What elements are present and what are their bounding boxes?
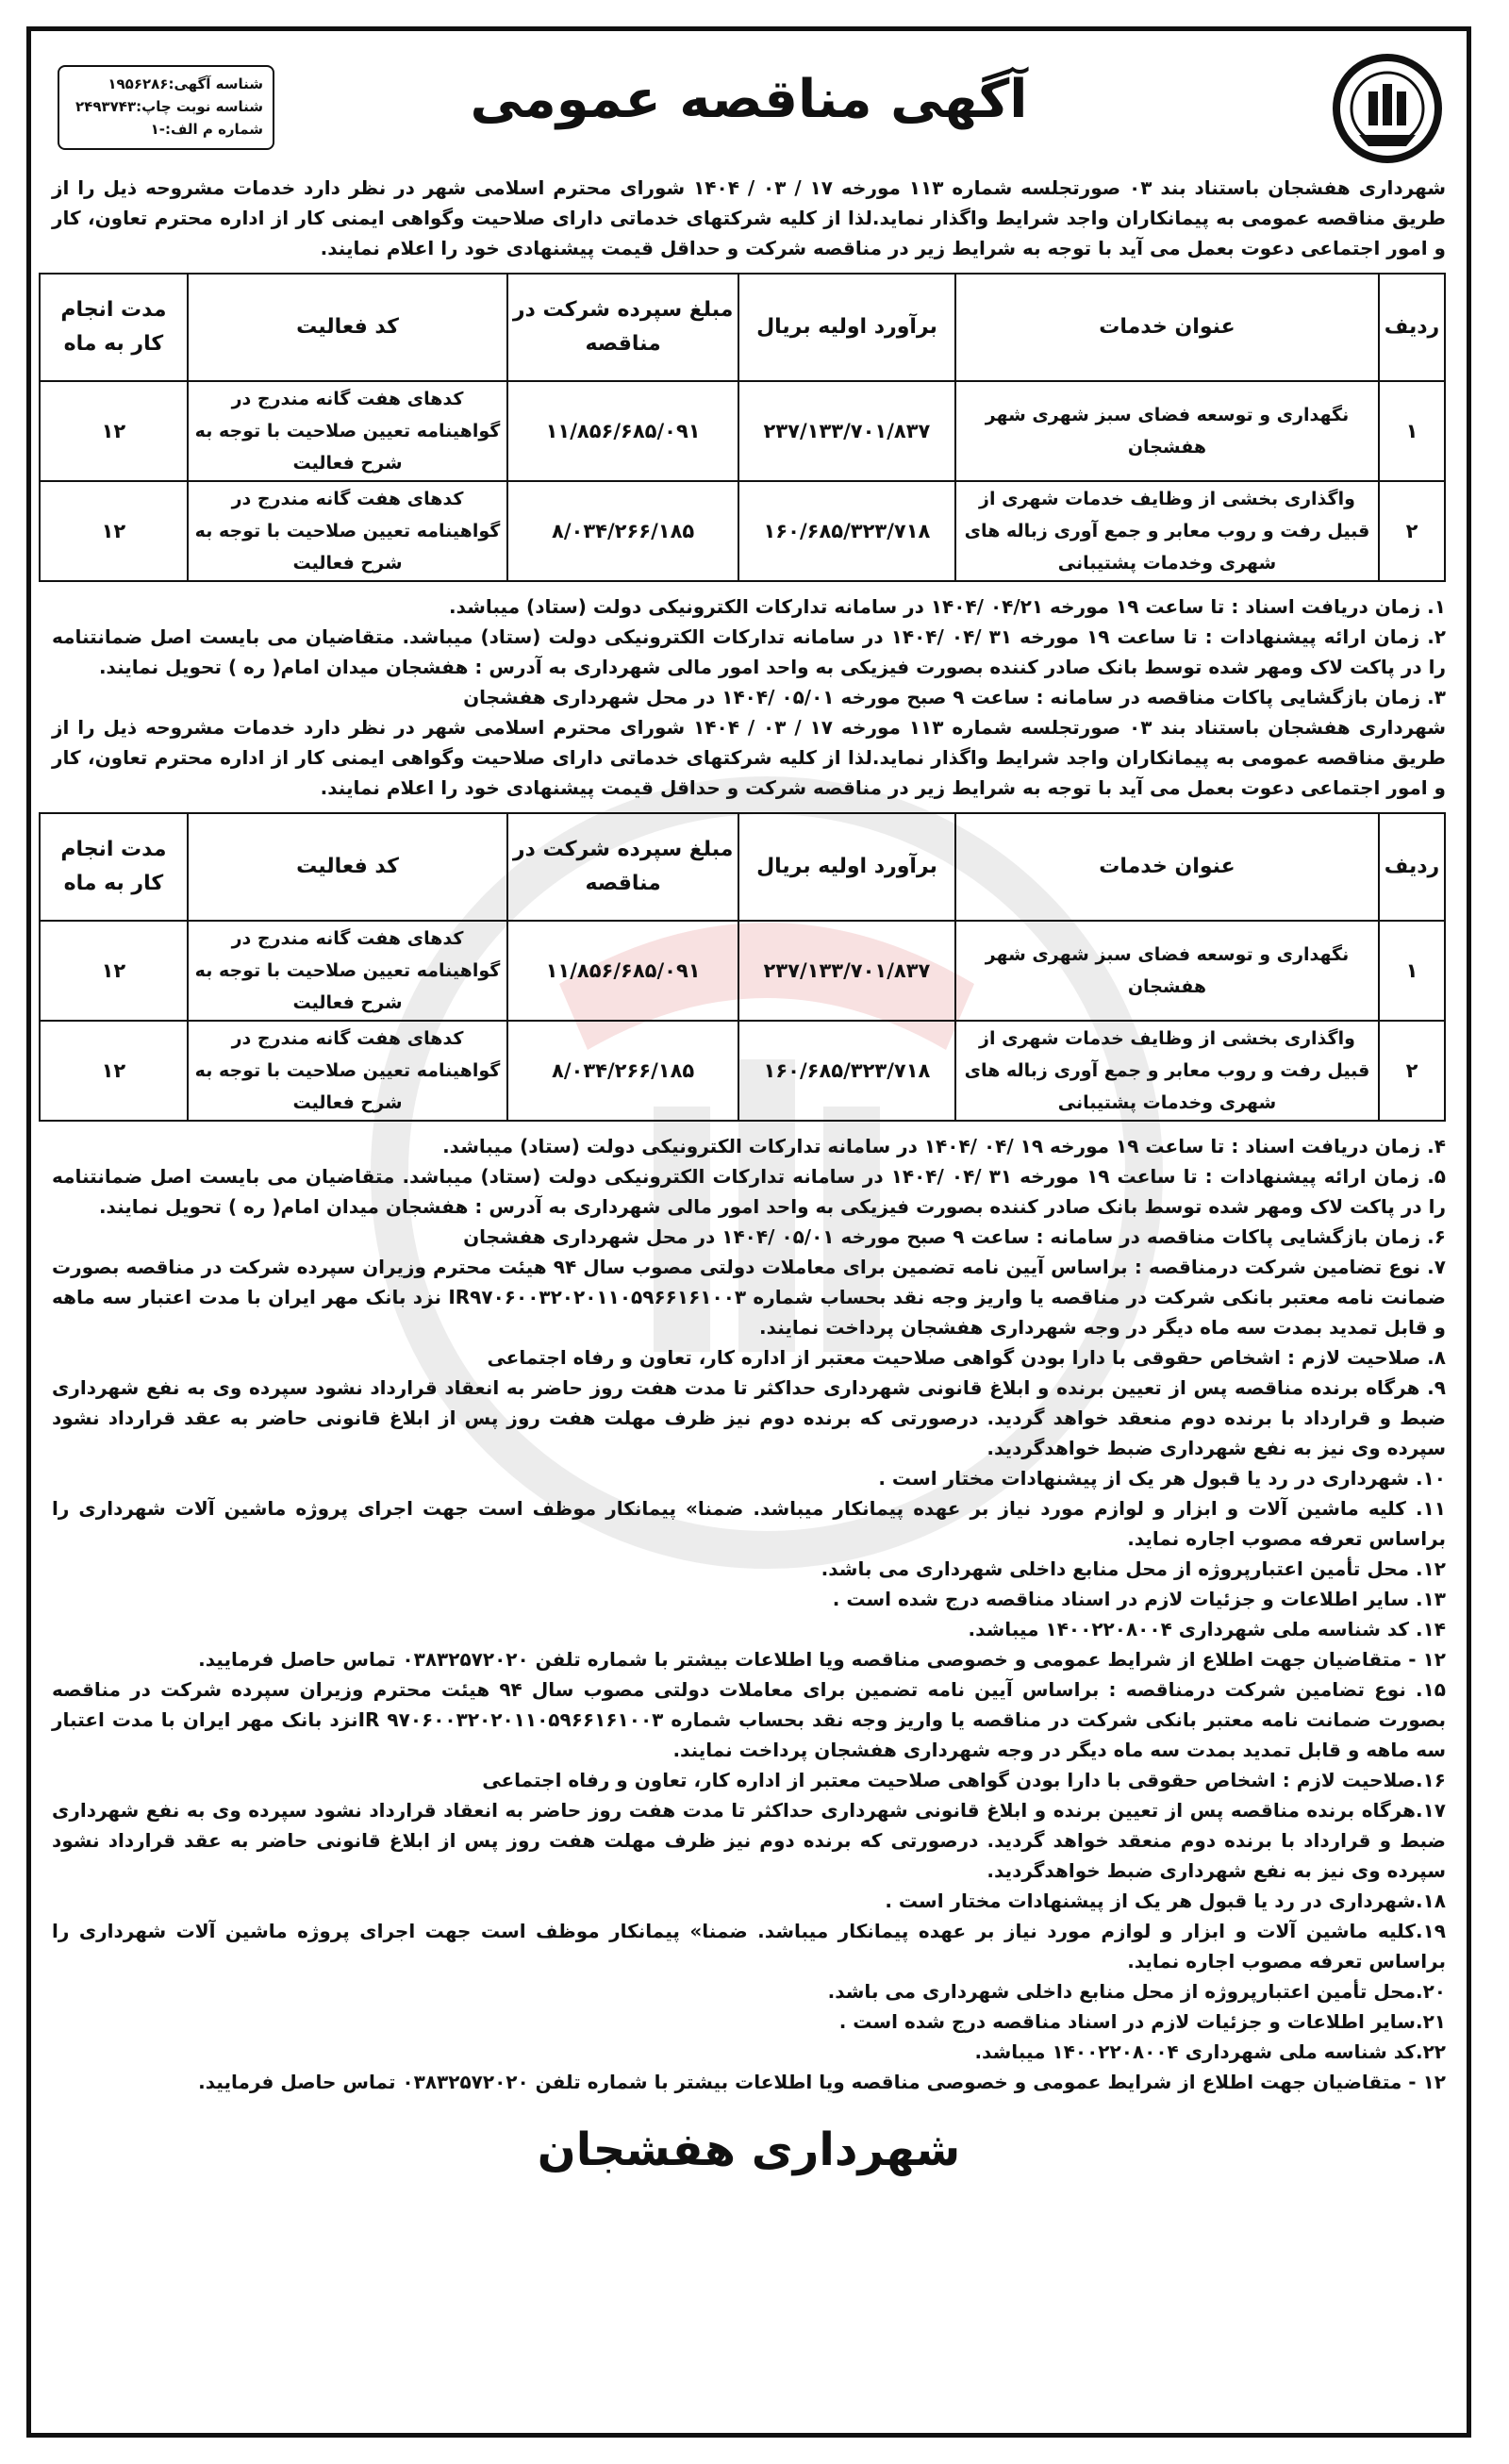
list-item: ۹. هرگاه برنده مناقصه پس از تعیین برنده و ابلاغ قانونی شهرداری حداکثر تا مدت هفت روز حاضر به انعقاد قرارداد نشود سپرده وی به نفع شهرداری ضبط و قرارداد با برنده دوم منعقد خواهد گردید. درصورتی که برنده دوم نیز ظرف مهلت هفت روز پس از ابلاغ قانونی حاضر به عقد قرارداد نشود سپرده وی نیز به نفع شهرداری ضبط خواهدگردید.: [52, 1376, 1446, 1459]
table-row: [40, 381, 1445, 481]
col-service: عنوان خدمات: [955, 274, 1379, 381]
cell-activity: کدهای هفت گانه مندرج در گواهینامه تعیین صلاحیت با توجه به شرح فعالیت: [188, 381, 507, 481]
list-item: ۴. زمان دریافت اسناد : تا ساعت ۱۹ مورخه ۱۹ /۰۴ /۱۴۰۴ در سامانه تدارکات الکترونیکی دولت (ستاد) میباشد.: [442, 1135, 1446, 1157]
list-item: ۲۲.کد شناسه ملی شهرداری ۱۴۰۰۲۲۰۸۰۰۴ میباشد.: [974, 2040, 1446, 2063]
list-item: ۱۸.شهرداری در رد یا قبول هر یک از پیشنهادات مختار است .: [885, 1890, 1446, 1912]
conditions-list-a: [52, 591, 1446, 712]
list-item: ۱۱. کلیه ماشین آلات و ابزار و لوازم مورد نیاز بر عهده پیمانکار میباشد. ضمنا» پیمانکار موظف است جهت اجرای پروژه ماشین آلات شهرداری را براساس تعرفه مصوب اجاره نماید.: [52, 1497, 1446, 1550]
col-activity: کد فعالیت: [188, 274, 507, 381]
cell-service: واگذاری بخشی از وظایف خدمات شهری از قبیل رفت و روب معابر و جمع آوری زباله های شهری وخدمات پشتیبانی: [955, 481, 1379, 581]
page-title: آگهی مناقصه عمومی: [470, 69, 1028, 130]
list-item: ۲. زمان ارائه پیشنهادات : تا ساعت ۱۹ مورخه ۳۱ /۰۴ /۱۴۰۴ در سامانه تدارکات الکترونیکی دولت (ستاد) میباشد. متقاضیان می بایست اصل ضمانتنامه را در پاکت لاک ومهر شده توسط بانک صادر کننده بصورت فیزیکی به واحد امور مالی شهرداری به آدرس : هفشجان میدان امام( ره ) تحویل نمایند.: [52, 625, 1447, 678]
intro-paragraph-repeat: شهرداری هفشجان باستناد بند ۰۳ صورتجلسه شماره ۱۱۳ مورخه ۱۷ / ۰۳ / ۱۴۰۴ شورای محترم اسلامی شهر در نظر دارد خدمات مشروحه ذیل را از طریق مناقصه عمومی به پیمانکاران واجد شرایط واگذار نماید.لذا از کلیه شرکتهای خدماتی دارای صلاحیت وگواهی ایمنی کار از اداره محترم تعاون، کار و امور اجتماعی دعوت بعمل می آید با توجه به شرایط زیر در مناقصه شرکت و حداقل قیمت پیشنهادی خود را اعلام نمایند.: [52, 716, 1446, 799]
cell-duration: ۱۲: [40, 921, 188, 1021]
cell-service: واگذاری بخشی از وظایف خدمات شهری از قبیل رفت و روب معابر و جمع آوری زباله های شهری وخدمات پشتیبانی: [955, 1021, 1379, 1121]
col-duration: مدت انجام کار به ماه: [40, 274, 188, 381]
cell-deposit: ۸/۰۳۴/۲۶۶/۱۸۵: [507, 1021, 738, 1121]
cell-row: ۲: [1379, 1021, 1445, 1121]
cell-activity: کدهای هفت گانه مندرج در گواهینامه تعیین صلاحیت با توجه به شرح فعالیت: [188, 1021, 507, 1121]
col-duration: مدت انجام کار به ماه: [40, 813, 188, 921]
table-row: [40, 481, 1445, 581]
list-item: ۸. صلاحیت لازم : اشخاص حقوقی با دارا بودن گواهی صلاحیت معتبر از اداره کار، تعاون و رفاه اجتماعی: [487, 1346, 1446, 1369]
list-item: ۵. زمان ارائه پیشنهادات : تا ساعت ۱۹ مورخه ۳۱ /۰۴ /۱۴۰۴ در سامانه تدارکات الکترونیکی دولت (ستاد) میباشد. متقاضیان می بایست اصل ضمانتنامه را در پاکت لاک ومهر شده توسط بانک صادر کننده بصورت فیزیکی به واحد امور مالی شهرداری به آدرس : هفشجان میدان امام( ره ) تحویل نمایند.: [52, 1165, 1447, 1218]
list-item: ۱. زمان دریافت اسناد : تا ساعت ۱۹ مورخه ۰۴/۲۱ /۱۴۰۴ در سامانه تدارکات الکترونیکی دولت (ستاد) میباشد.: [449, 595, 1446, 618]
ad-header: [31, 31, 1467, 173]
ref-number: شماره م الف:-۱: [150, 121, 263, 138]
footer-signature: شهرداری هفشجان: [537, 2123, 961, 2176]
table-header-row: [40, 813, 1445, 921]
list-item: ۱۹.کلیه ماشین آلات و ابزار و لوازم مورد نیاز بر عهده پیمانکار میباشد. ضمنا» پیمانکار موظف است جهت اجرای پروژه ماشین آلات شهرداری را براساس تعرفه مصوب اجاره نماید.: [52, 1920, 1446, 1973]
cell-activity: کدهای هفت گانه مندرج در گواهینامه تعیین صلاحیت با توجه به شرح فعالیت: [188, 921, 507, 1021]
list-item: ۱۰. شهرداری در رد یا قبول هر یک از پیشنهادات مختار است .: [878, 1467, 1446, 1490]
cell-deposit: ۸/۰۳۴/۲۶۶/۱۸۵: [507, 481, 738, 581]
services-table-repeat: [39, 812, 1446, 1122]
list-item: ۱۵. نوع تضامین شرکت درمناقصه : براساس آیین نامه تضمین برای معاملات دولتی مصوب سال ۹۴ هیئت محترم وزیران سپرده شرکت در مناقصه بصورت ضمانت نامه معتبر بانکی شرکت در مناقصه یا واریز وجه نقد بحساب شماره IR ۹۷۰۶۰۰۳۲۰۲۰۱۱۰۵۹۶۶۱۶۱۰۰۳نزد بانک مهر ایران با مدت اعتبار سه ماهه و قابل تمدید بمدت سه ماه دیگر در وجه شهرداری هفشجان پرداخت نمایند.: [52, 1678, 1446, 1761]
col-estimate: برآورد اولیه بریال: [738, 274, 955, 381]
table-row: [40, 921, 1445, 1021]
list-item: ۱۲ - متقاضیان جهت اطلاع از شرایط عمومی و خصوصی مناقصه ویا اطلاعات بیشتر با شماره تلفن ۰۳۸۳۲۵۷۲۰۲۰ تماس حاصل فرمایید.: [198, 2071, 1446, 2093]
cell-estimate: ۲۳۷/۱۳۳/۷۰۱/۸۳۷: [738, 381, 955, 481]
conditions-list-b: [52, 1131, 1446, 2097]
cell-service: نگهداری و توسعه فضای سبز شهری شهر هفشجان: [955, 921, 1379, 1021]
list-item: ۱۲ - متقاضیان جهت اطلاع از شرایط عمومی و خصوصی مناقصه ویا اطلاعات بیشتر با شماره تلفن ۰۳۸۳۲۵۷۲۰۲۰ تماس حاصل فرمایید.: [198, 1648, 1446, 1671]
cell-deposit: ۱۱/۸۵۶/۶۸۵/۰۹۱: [507, 921, 738, 1021]
ad-id: شناسه آگهی:۱۹۵۶۲۸۶: [108, 75, 263, 92]
col-row: ردیف: [1379, 274, 1445, 381]
col-service: عنوان خدمات: [955, 813, 1379, 921]
cell-deposit: ۱۱/۸۵۶/۶۸۵/۰۹۱: [507, 381, 738, 481]
list-item: ۷. نوع تضامین شرکت درمناقصه : براساس آیین نامه تضمین برای معاملات دولتی مصوب سال ۹۴ هیئت محترم وزیران سپرده شرکت در مناقصه بصورت ضمانت نامه معتبر بانکی شرکت در مناقصه یا واریز وجه نقد بحساب شماره IR۹۷۰۶۰۰۳۲۰۲۰۱۱۰۵۹۶۶۱۶۱۰۰۳ نزد بانک مهر ایران با مدت اعتبار سه ماهه و قابل تمدید بمدت سه ماه دیگر در وجه شهرداری هفشجان پرداخت نمایند.: [52, 1256, 1447, 1339]
list-item: ۱۴. کد شناسه ملی شهرداری ۱۴۰۰۲۲۰۸۰۰۴ میباشد.: [968, 1618, 1446, 1640]
list-item: ۲۰.محل تأمین اعتبارپروژه از محل منابع داخلی شهرداری می باشد.: [827, 1980, 1446, 2003]
col-activity: کد فعالیت: [188, 813, 507, 921]
cell-estimate: ۱۶۰/۶۸۵/۳۲۳/۷۱۸: [738, 1021, 955, 1121]
cell-row: ۲: [1379, 481, 1445, 581]
cell-activity: کدهای هفت گانه مندرج در گواهینامه تعیین صلاحیت با توجه به شرح فعالیت: [188, 481, 507, 581]
municipality-logo-icon: [1331, 52, 1444, 165]
cell-estimate: ۲۳۷/۱۳۳/۷۰۱/۸۳۷: [738, 921, 955, 1021]
list-item: ۱۶.صلاحیت لازم : اشخاص حقوقی با دارا بودن گواهی صلاحیت معتبر از اداره کار، تعاون و رفاه اجتماعی: [482, 1769, 1446, 1791]
list-item: ۱۷.هرگاه برنده مناقصه پس از تعیین برنده و ابلاغ قانونی شهرداری حداکثر تا مدت هفت روز حاضر به انعقاد قرارداد نشود سپرده وی به نفع شهرداری ضبط و قرارداد با برنده دوم منعقد خواهد گردید. درصورتی که برنده دوم نیز ظرف مهلت هفت روز پس از ابلاغ قانونی حاضر به عقد قرارداد نشود سپرده وی نیز به نفع شهرداری ضبط خواهدگردید.: [52, 1799, 1446, 1882]
col-row: ردیف: [1379, 813, 1445, 921]
services-table: [39, 273, 1446, 582]
cell-duration: ۱۲: [40, 481, 188, 581]
intro-paragraph: شهرداری هفشجان باستناد بند ۰۳ صورتجلسه شماره ۱۱۳ مورخه ۱۷ / ۰۳ / ۱۴۰۴ شورای محترم اسلامی شهر در نظر دارد خدمات مشروحه ذیل را از طریق مناقصه عمومی به پیمانکاران واجد شرایط واگذار نماید.لذا از کلیه شرکتهای خدماتی دارای صلاحیت وگواهی ایمنی کار از اداره محترم تعاون، کار و امور اجتماعی دعوت بعمل می آید با توجه به شرایط زیر در مناقصه شرکت و حداقل قیمت پیشنهادی خود را اعلام نمایند.: [52, 176, 1446, 259]
cell-service: نگهداری و توسعه فضای سبز شهری شهر هفشجان: [955, 381, 1379, 481]
ad-page: [26, 26, 1471, 2438]
cell-row: ۱: [1379, 921, 1445, 1021]
cell-estimate: ۱۶۰/۶۸۵/۳۲۳/۷۱۸: [738, 481, 955, 581]
col-deposit: مبلغ سپرده شرکت در مناقصه: [507, 813, 738, 921]
ad-content: [31, 173, 1467, 2176]
list-item: ۱۳. سایر اطلاعات و جزئیات لازم در اسناد مناقصه درج شده است .: [832, 1588, 1446, 1610]
table-header-row: [40, 274, 1445, 381]
col-estimate: برآورد اولیه بریال: [738, 813, 955, 921]
cell-duration: ۱۲: [40, 1021, 188, 1121]
table-row: [40, 1021, 1445, 1121]
col-deposit: مبلغ سپرده شرکت در مناقصه: [507, 274, 738, 381]
list-item: ۶. زمان بازگشایی پاکات مناقصه در سامانه : ساعت ۹ صبح مورخه ۰۵/۰۱ /۱۴۰۴ در محل شهرداری هفشجان: [463, 1225, 1446, 1248]
list-item: ۳. زمان بازگشایی پاکات مناقصه در سامانه : ساعت ۹ صبح مورخه ۰۵/۰۱ /۱۴۰۴ در محل شهرداری هفشجان: [463, 686, 1446, 708]
cell-duration: ۱۲: [40, 381, 188, 481]
list-item: ۲۱.سایر اطلاعات و جزئیات لازم در اسناد مناقصه درج شده است .: [838, 2010, 1446, 2033]
list-item: ۱۲. محل تأمین اعتبارپروژه از محل منابع داخلی شهرداری می باشد.: [821, 1557, 1446, 1580]
cell-row: ۱: [1379, 381, 1445, 481]
print-id: شناسه نوبت چاپ:۲۴۹۳۷۴۳: [75, 98, 263, 115]
